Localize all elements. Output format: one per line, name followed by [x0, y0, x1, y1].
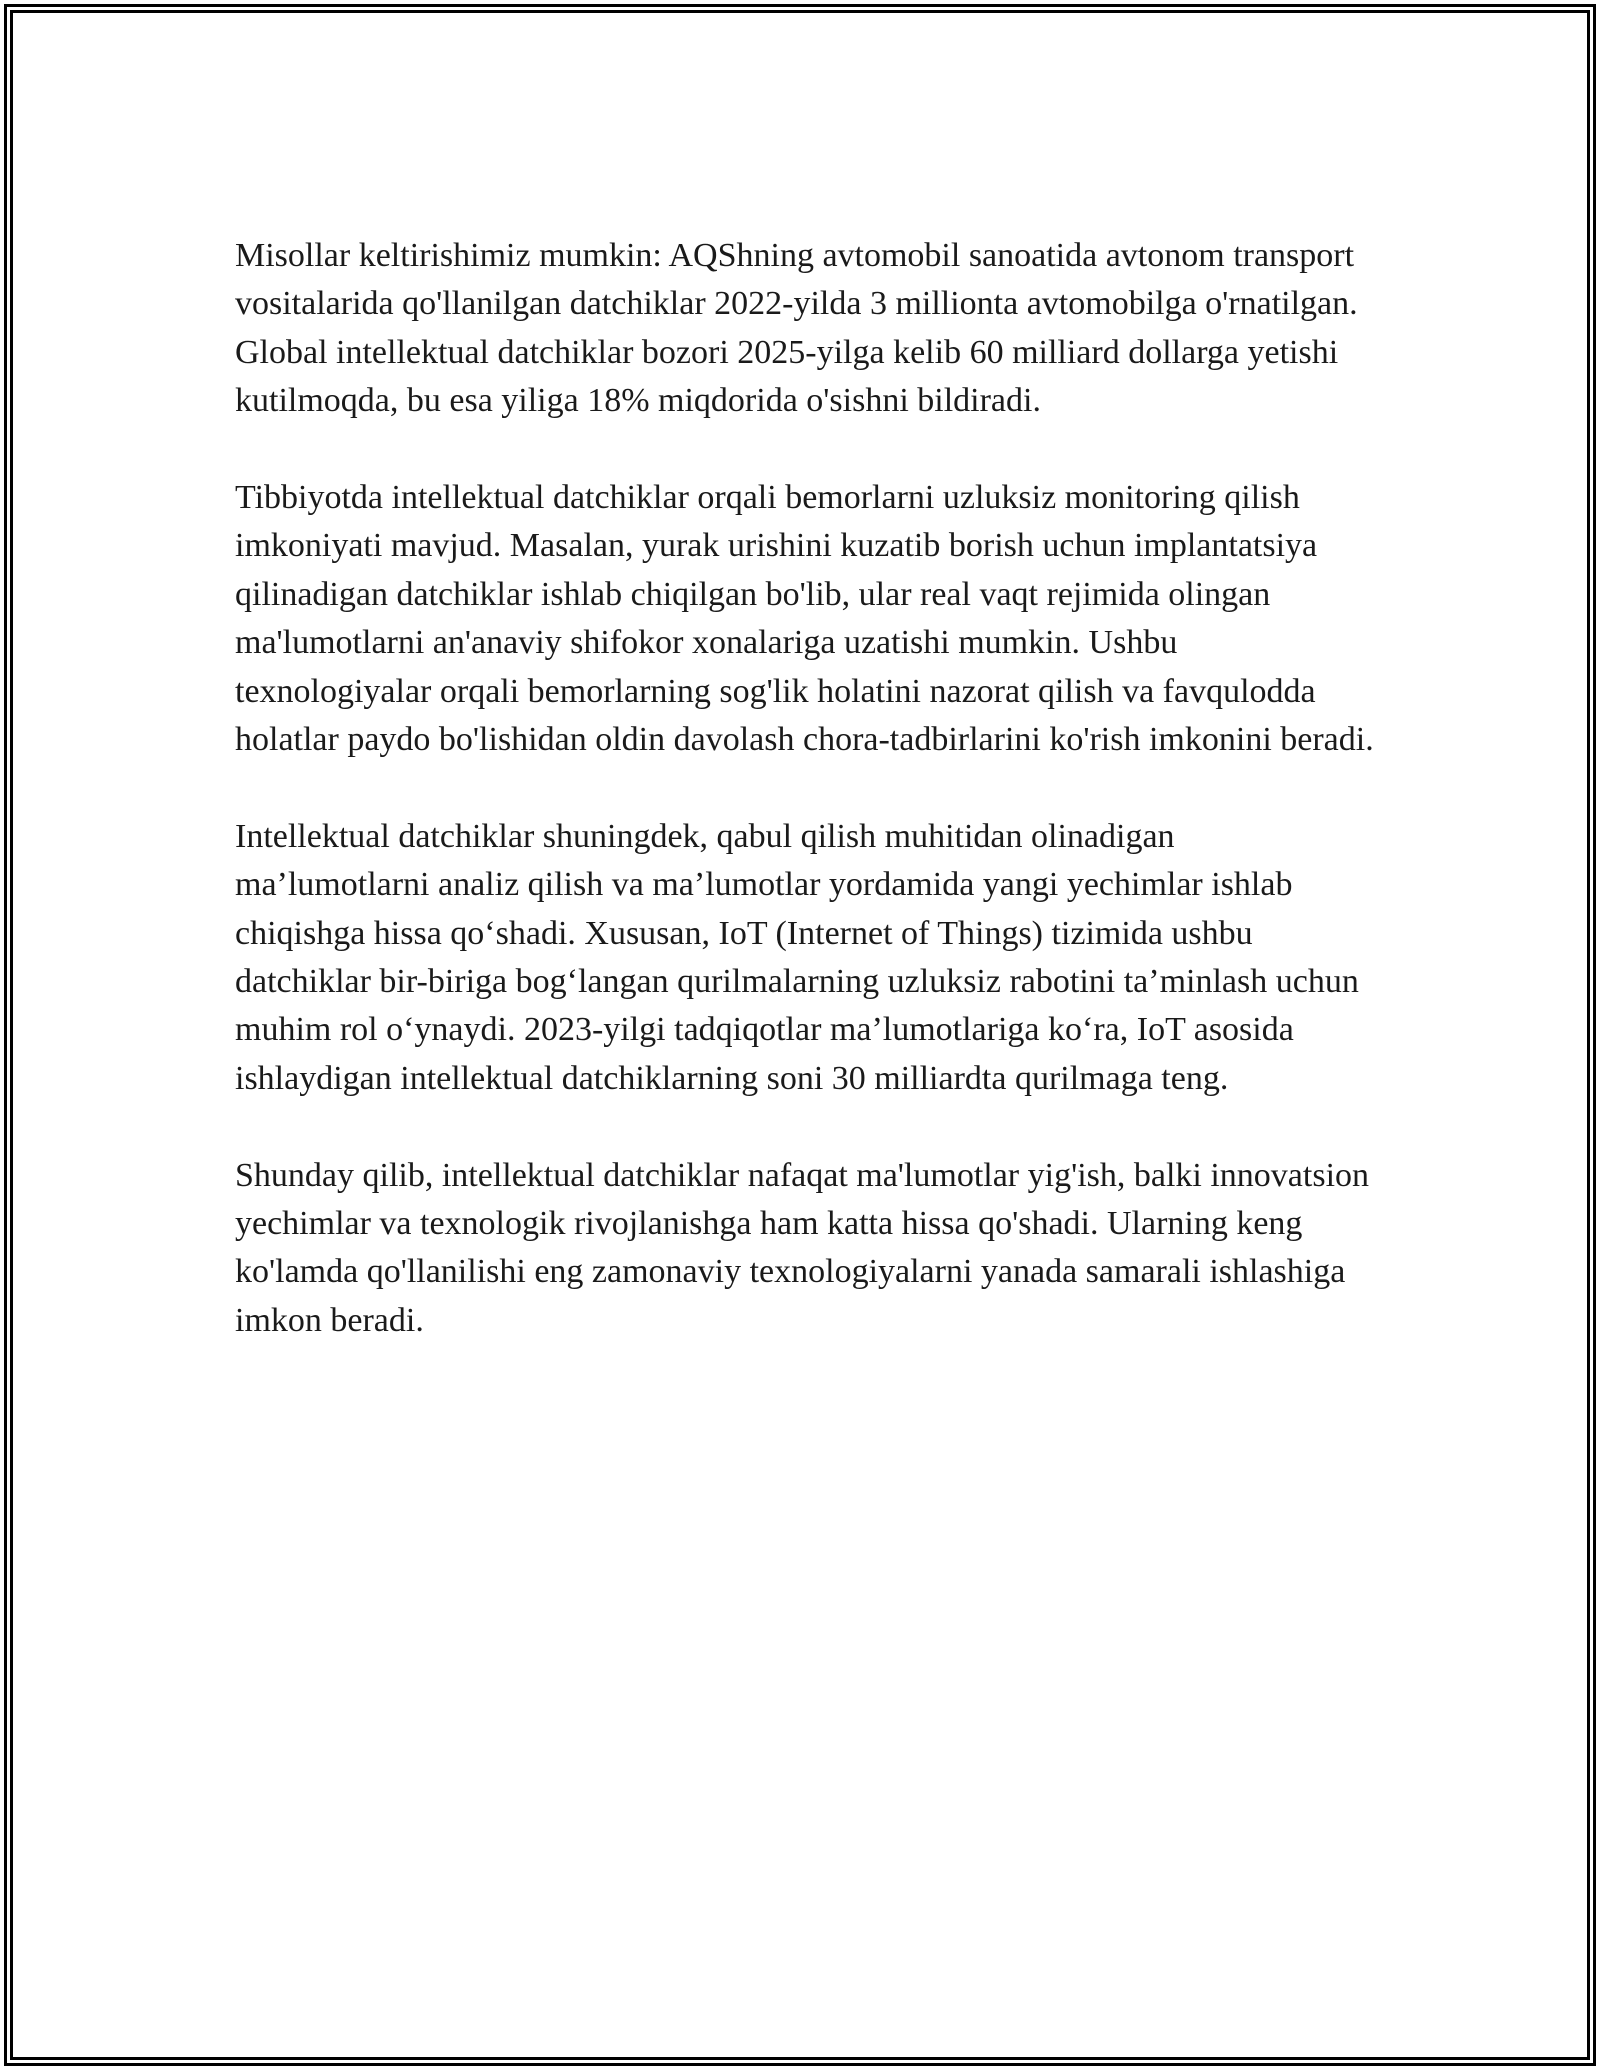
paragraph-3: Intellektual datchiklar shuningdek, qabul qilish muhitidan olinadigan ma’lumotlarni analiz qilish va ma’lumotlar yordamida yangi yechimlar ishlab chiqishga hissa qo‘shadi. Xususan, IoT (Internet of Things) tizimida ushbu datchiklar bir-biriga bog‘langan qurilmalarning uzluksiz rabotini ta’minlash uchun muhim rol o‘ynaydi. 2023-yilgi tadqiqotlar ma’lumotlariga ko‘ra, IoT asosida ishlaydigan intellektual datchiklarning soni 30 milliardta qurilmaga teng.: [235, 817, 1359, 1097]
paragraph-1: Misollar keltirishimiz mumkin: AQShning avtomobil sanoatida avtonom transport vositalarida qo'llanilgan datchiklar 2022-yilda 3 millionta avtomobilga o'rnatilgan. Global intellektual datchiklar bozori 2025-yilga kelib 60 milliard dollarga yetishi kutilmoqda, bu esa yiliga 18% miqdorida o'sishni bildiradi.: [235, 237, 1358, 420]
paragraph-2: Tibbiyotda intellektual datchiklar orqali bemorlarni uzluksiz monitoring qilish imkoniyati mavjud. Masalan, yurak urishini kuzatib borish uchun implantatsiya qilinadigan datchiklar ishlab chiqilgan bo'lib, ular real vaqt rejimida olingan ma'lumotlarni an'anaviy shifokor xonalariga uzatishi mumkin. Ushbu texnologiyalar orqali bemorlarning sog'lik holatini nazorat qilish va favqulodda holatlar paydo bo'lishidan oldin davolash chora-tadbirlarini ko'rish imkonini beradi.: [235, 479, 1374, 759]
document-body: [235, 232, 1375, 1394]
paragraph-4: Shunday qilib, intellektual datchiklar nafaqat ma'lumotlar yig'ish, balki innovatsion yechimlar va texnologik rivojlanishga ham katta hissa qo'shadi. Ularning keng ko'lamda qo'llanilishi eng zamonaviy texnologiyalarni yanada samarali ishlashiga imkon beradi.: [235, 1156, 1370, 1339]
